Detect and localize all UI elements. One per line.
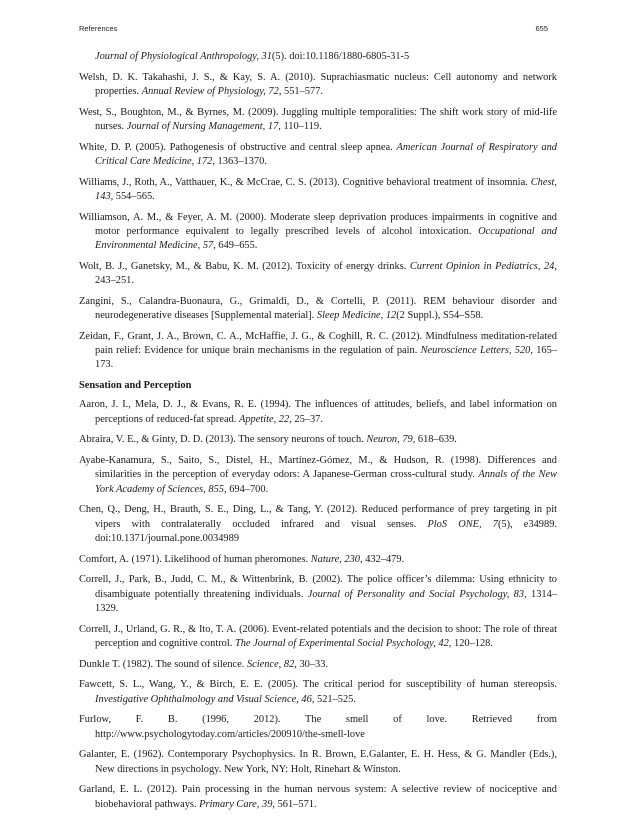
reference-entry: Fawcett, S. L., Wang, Y., & Birch, E. E. (2005). The critical period for susceptibility of human stereopsis. Investigative Ophthalmology and Visual Science, 46, 521–525. bbox=[79, 679, 557, 705]
reference-entry: Comfort, A. (1971). Likelihood of human pheromones. Nature, 230, 432–479. bbox=[79, 553, 405, 565]
reference-continuation: Journal of Physiological Anthropology, 31(5). doi:10.1186/1880-6805-31-5 bbox=[95, 51, 410, 62]
journal-title: Neuroscience Letters, 520 bbox=[420, 345, 531, 357]
journal-title: Appetite, 22 bbox=[238, 413, 290, 425]
reference-entry: Zeidan, F., Grant, J. A., Brown, C. A., McHaffie, J. G., & Coghill, R. C. (2012). Mindfulness meditation-related pain relief: Evidence for unique brain mechanisms in the regulation of pain. Neuroscience Letters, 520, 165–173. bbox=[79, 331, 557, 371]
reference-entry: Ayabe-Kanamura, S., Saito, S., Distel, H., Martínez-Gómez, M., & Hudson, R. (1998). Differences and similarities in the perception of everyday odors: A Japanese-German cross-cultural study. Annals of the New York Academy of Sciences, 855, 694–700. bbox=[79, 455, 558, 495]
page-number: 655 bbox=[535, 24, 548, 33]
journal-title: Annals of the New York Academy of Sciences, 855 bbox=[95, 469, 558, 495]
reference-group-sleep bbox=[79, 71, 557, 373]
journal-title: Journal of Nursing Management, 17 bbox=[126, 121, 279, 132]
reference-entry: Galanter, E. (1962). Contemporary Psychophysics. In R. Brown, E.Galanter, E. H. Hess, & G. Mandler (Eds.), New directions in psychology. New York, NY: Holt, Rinehart & Winston. bbox=[79, 749, 557, 775]
reference-entry: Dunkle T. (1982). The sound of silence. Science, 82, 30–33. bbox=[79, 658, 329, 670]
journal-title: Journal of Personality and Social Psychology, 83 bbox=[307, 588, 525, 600]
reference-entry: Wolt, B. J., Ganetsky, M., & Babu, K. M. (2012). Toxicity of energy drinks. Current Opinion in Pediatrics, 24, 243–251. bbox=[79, 261, 557, 287]
journal-title: Current Opinion in Pediatrics, 24 bbox=[409, 261, 555, 272]
journal-title: Sleep Medicine, 12 bbox=[316, 310, 397, 322]
journal-title: Occupational and Environmental Medicine, 57 bbox=[95, 226, 557, 252]
reference-entry: Abraira, V. E., & Ginty, D. D. (2013). The sensory neurons of touch. Neuron, 79, 618–639. bbox=[79, 434, 457, 446]
section-heading: Sensation and Perception bbox=[79, 380, 192, 392]
journal-title: Investigative Ophthalmology and Visual Science, 46 bbox=[95, 693, 312, 705]
running-head-title: References bbox=[79, 24, 118, 33]
reference-entry: Williams, J., Roth, A., Vatthauer, K., & McCrae, C. S. (2013). Cognitive behavioral treatment of insomnia. Chest, 143, 554–565. bbox=[79, 176, 557, 202]
journal-title: PloS ONE, 7 bbox=[427, 518, 498, 530]
reference-group-sensation bbox=[79, 398, 557, 811]
reference-entry: Correll, J., Urland, G. R., & Ito, T. A. (2006). Event-related potentials and the decision to shoot: The role of threat perception and cognitive control. The Journal of Experimental Social Psychology, 42, 120–128. bbox=[79, 623, 557, 649]
reference-entry: Furlow, F. B. (1996, 2012). The smell of love. Retrieved from http://www.psychologytoday.com/articles/200910/the-smell-love bbox=[79, 714, 557, 740]
journal-title: Chest, 143 bbox=[95, 176, 557, 202]
reference-entry: Zangini, S., Calandra-Buonaura, G., Grimaldi, D., & Cortelli, P. (2011). REM behaviour disorder and neurodegenerative diseases [Supplemental material]. Sleep Medicine, 12(2 Suppl.), S54–S58. bbox=[79, 296, 557, 322]
journal-title: Science, 82 bbox=[246, 658, 295, 670]
journal-title: Primary Care, 39 bbox=[199, 798, 273, 810]
journal-title: Nature, 230 bbox=[310, 553, 360, 565]
reference-list bbox=[79, 50, 557, 818]
reference-entry: White, D. P. (2005). Pathogenesis of obstructive and central sleep apnea. American Journal of Respiratory and Critical Care Medicine, 172, 1363–1370. bbox=[79, 141, 557, 167]
reference-entry: Aaron, J. I., Mela, D. J., & Evans, R. E. (1994). The influences of attitudes, beliefs, and label information on perceptions of reduced-fat spread. Appetite, 22, 25–37. bbox=[79, 399, 557, 425]
reference-entry: West, S., Boughton, M., & Byrnes, M. (2009). Juggling multiple temporalities: The shift work story of mid-life nurses. Journal of Nursing Management, 17, 110–119. bbox=[79, 106, 557, 132]
reference-entry: Garland, E. L. (2012). Pain processing in the human nervous system: A selective review of nociceptive and biobehavioral pathways. Primary Care, 39, 561–571. bbox=[79, 784, 557, 810]
journal-title: The Journal of Experimental Social Psychology, 42 bbox=[234, 637, 449, 649]
journal-title: Neuron, 79 bbox=[366, 434, 413, 446]
journal-title: Journal of Physiological Anthropology, 31 bbox=[95, 51, 272, 62]
reference-entry: Chen, Q., Deng, H., Brauth, S. E., Ding, L., & Tang, Y. (2012). Reduced performance of prey targeting in pit vipers with contralaterally occluded infrared and visual senses. PloS ONE, 7(5), e34989. doi:10.1371/journal.pone.0034989 bbox=[79, 504, 557, 544]
reference-entry: Welsh, D. K. Takahashi, J. S., & Kay, S. A. (2010). Suprachiasmatic nucleus: Cell autonomy and network properties. Annual Review of Physiology, 72, 551–577. bbox=[79, 71, 557, 97]
reference-entry: Correll, J., Park, B., Judd, C. M., & Wittenbrink, B. (2002). The police officer’s dilemma: Using ethnicity to disambiguate potentially threatening individuals. Journal of Personality and Social Psychology, 83, 1314–1329. bbox=[79, 574, 558, 614]
journal-title: American Journal of Respiratory and Critical Care Medicine, 172 bbox=[95, 141, 557, 167]
reference-entry: Williamson, A. M., & Feyer, A. M. (2000). Moderate sleep deprivation produces impairments in cognitive and motor performance equivalent to legally prescribed levels of alcohol intoxication. Occupational and Environmental Medicine, 57, 649–655. bbox=[79, 211, 557, 252]
journal-title: Annual Review of Physiology, 72 bbox=[141, 86, 279, 97]
